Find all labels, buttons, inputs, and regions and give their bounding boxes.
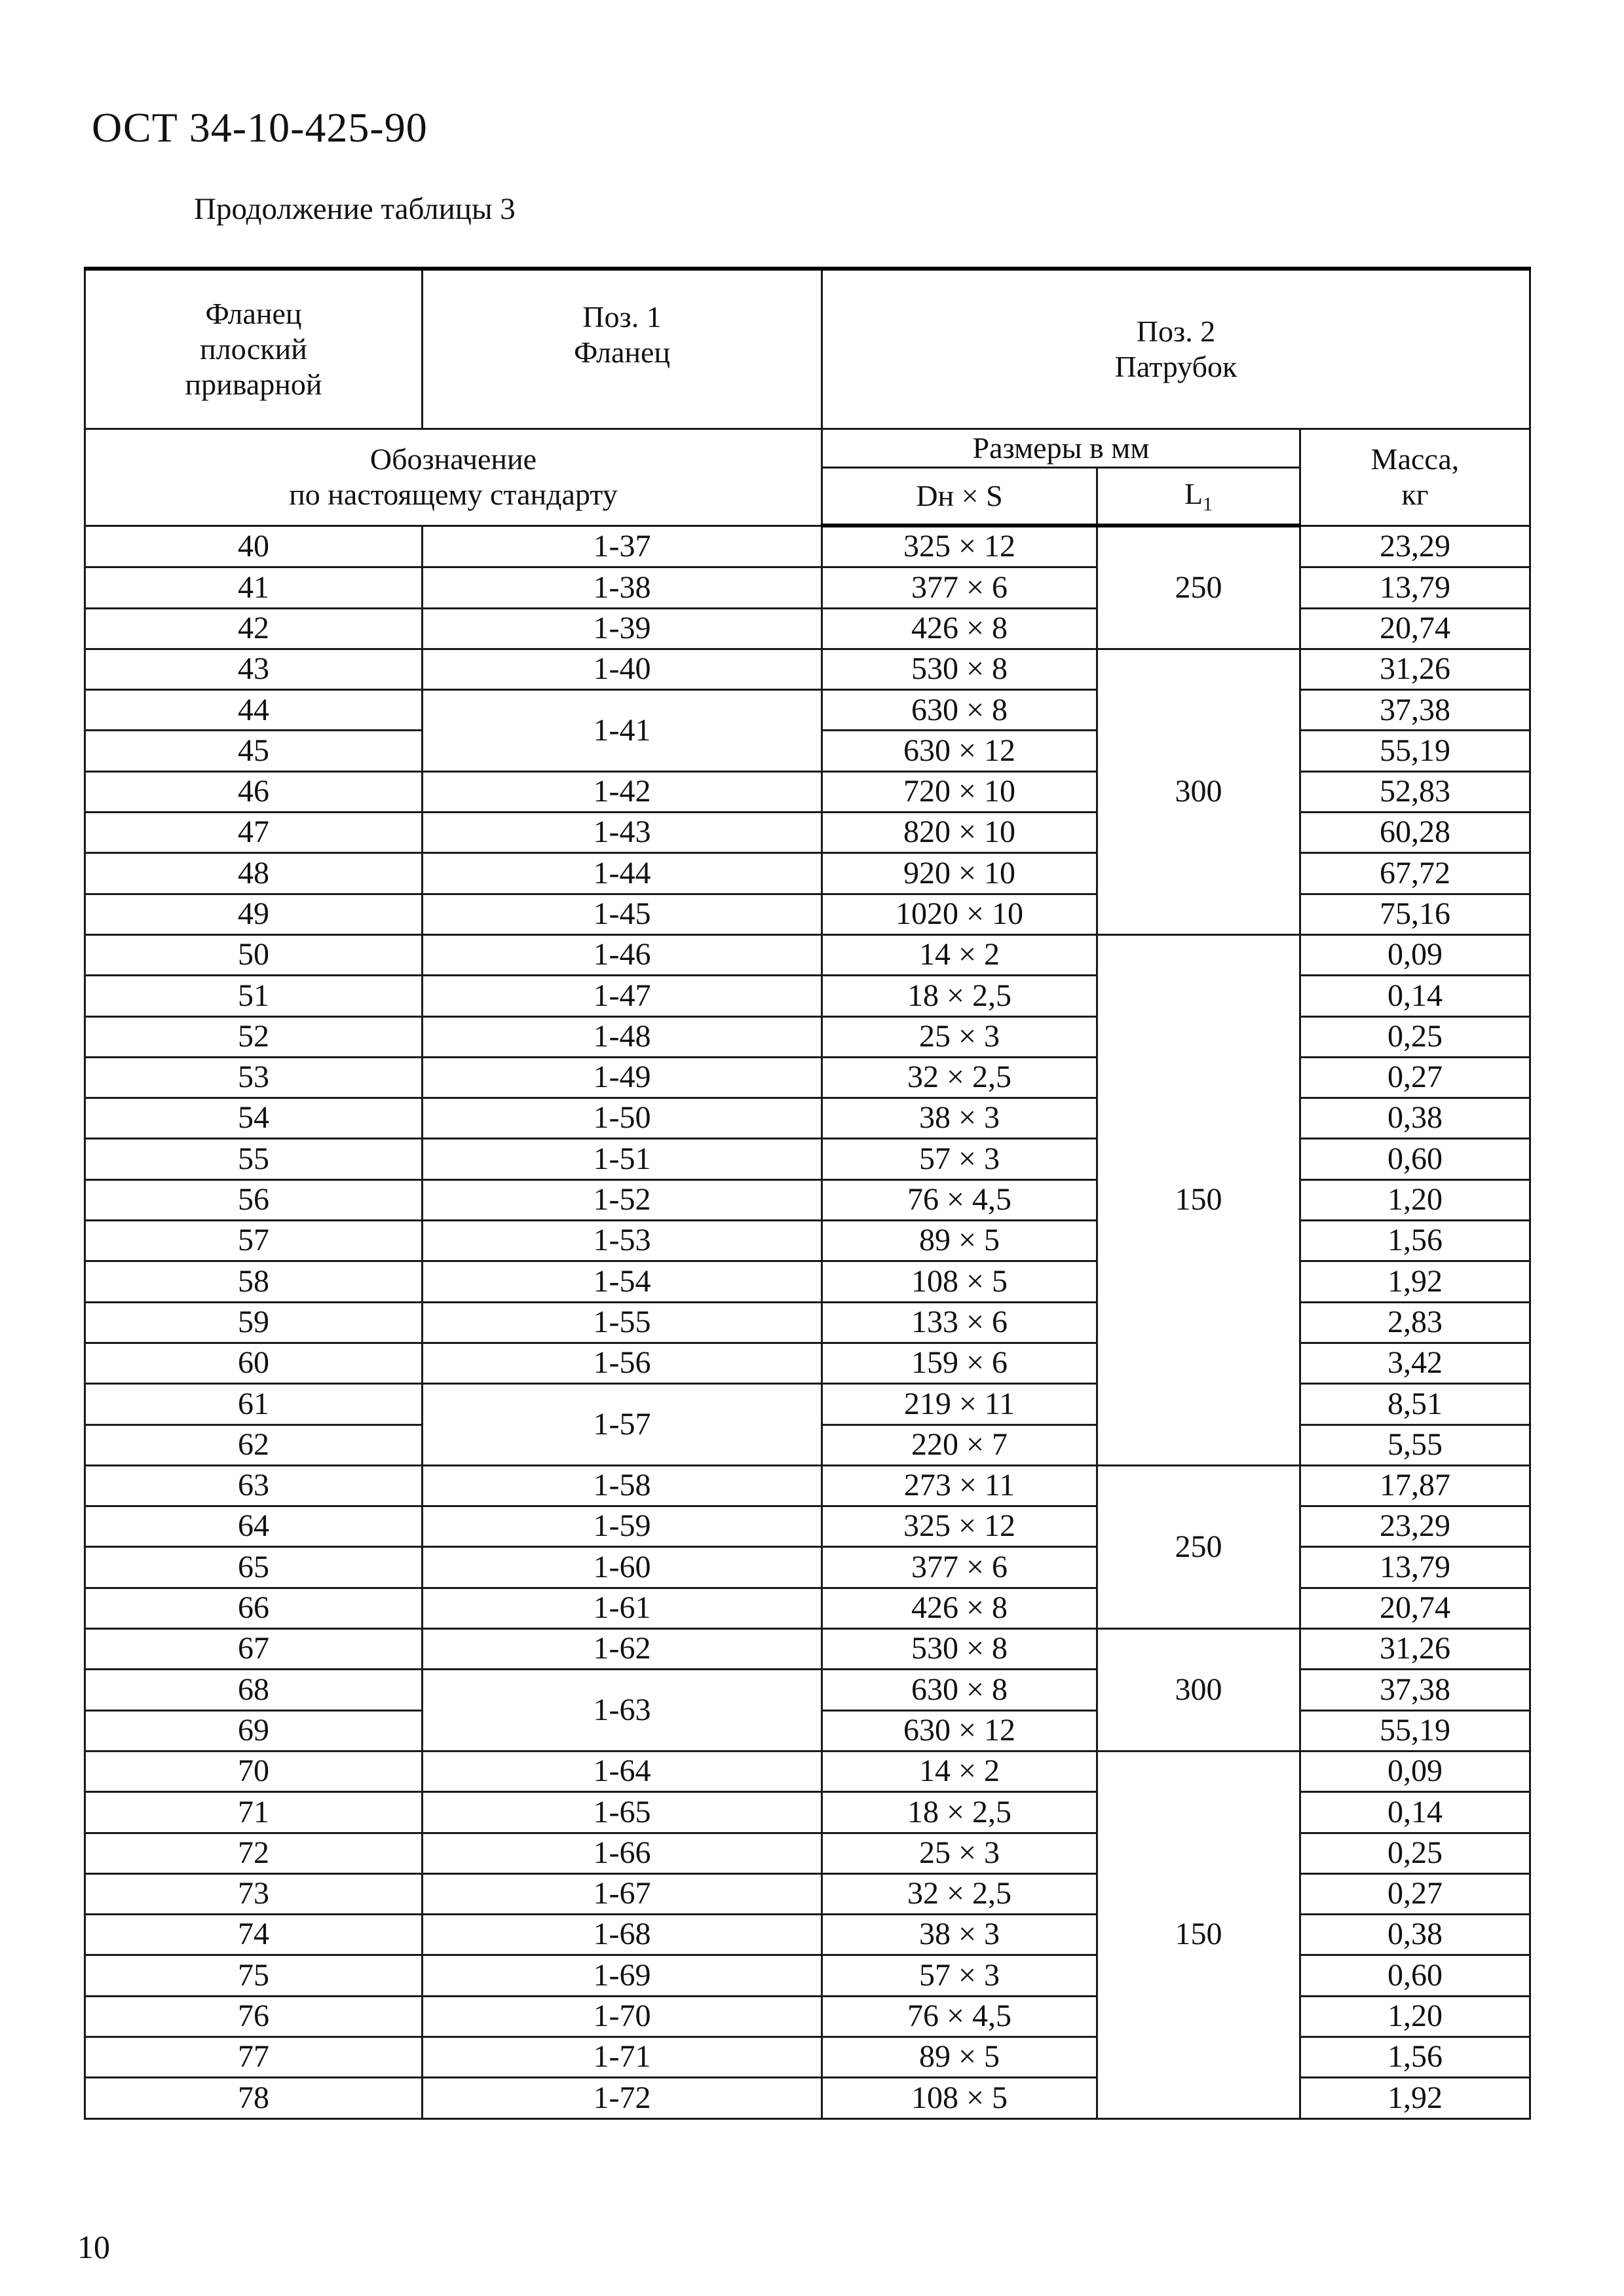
- pos1-designation: 1-71: [423, 2037, 822, 2077]
- row-number: 54: [85, 1098, 423, 1139]
- pipe-dn-s: 57 × 3: [822, 1955, 1097, 1996]
- mass-value: 1,92: [1300, 2078, 1530, 2118]
- table-row: [85, 1465, 1530, 1506]
- pipe-dn-s: 219 × 11: [822, 1384, 1097, 1425]
- pos1-designation: 1-66: [423, 1833, 822, 1873]
- header-dn-s: Dн × S: [822, 468, 1097, 526]
- pipe-dn-s: 820 × 10: [822, 813, 1097, 853]
- table-row: [85, 690, 1530, 731]
- table-row: [85, 2078, 1530, 2118]
- pos1-designation: 1-70: [423, 1996, 822, 2037]
- pipe-dn-s: 630 × 12: [822, 1710, 1097, 1751]
- pipe-l1: 150: [1097, 934, 1300, 1465]
- pos1-designation: 1-43: [423, 813, 822, 853]
- table-row: [85, 1016, 1530, 1057]
- row-number: 65: [85, 1547, 423, 1588]
- pipe-dn-s: 159 × 6: [822, 1343, 1097, 1383]
- table-caption: Продолжение таблицы 3: [194, 192, 516, 226]
- pos1-designation: 1-69: [423, 1955, 822, 1996]
- row-number: 56: [85, 1179, 423, 1220]
- header-mass: Масса, кг: [1300, 429, 1530, 526]
- pos1-designation: 1-61: [423, 1588, 822, 1628]
- pipe-dn-s: 18 × 2,5: [822, 976, 1097, 1016]
- mass-value: 1,20: [1300, 1996, 1530, 2037]
- pos1-designation: 1-67: [423, 1873, 822, 1914]
- row-number: 50: [85, 934, 423, 975]
- pipe-dn-s: 220 × 7: [822, 1425, 1097, 1465]
- mass-value: 23,29: [1300, 526, 1530, 567]
- pos1-designation: 1-64: [423, 1751, 822, 1791]
- pos1-designation: 1-54: [423, 1261, 822, 1302]
- mass-value: 0,60: [1300, 1139, 1530, 1179]
- pipe-l1: 300: [1097, 1629, 1300, 1751]
- mass-value: 0,09: [1300, 1751, 1530, 1791]
- table-row: [85, 1179, 1530, 1220]
- mass-value: 1,56: [1300, 1221, 1530, 1261]
- row-number: 55: [85, 1139, 423, 1179]
- row-number: 71: [85, 1792, 423, 1833]
- pos1-designation: 1-48: [423, 1016, 822, 1057]
- mass-value: 1,20: [1300, 1179, 1530, 1220]
- pos1-designation: 1-59: [423, 1506, 822, 1547]
- table-row: [85, 2037, 1530, 2077]
- mass-value: 67,72: [1300, 853, 1530, 894]
- table-row: [85, 1098, 1530, 1139]
- mass-value: 37,38: [1300, 690, 1530, 731]
- pipe-dn-s: 108 × 5: [822, 2078, 1097, 2118]
- mass-value: 0,25: [1300, 1833, 1530, 1873]
- pipe-dn-s: 18 × 2,5: [822, 1792, 1097, 1833]
- pipe-dn-s: 630 × 8: [822, 690, 1097, 731]
- table-row: [85, 1833, 1530, 1873]
- pipe-dn-s: 377 × 6: [822, 567, 1097, 608]
- mass-value: 8,51: [1300, 1384, 1530, 1425]
- row-number: 47: [85, 813, 423, 853]
- pipe-dn-s: 57 × 3: [822, 1139, 1097, 1179]
- table-row: [85, 1670, 1530, 1710]
- header-row-top: [85, 269, 1530, 429]
- row-number: 58: [85, 1261, 423, 1302]
- pipe-dn-s: 325 × 12: [822, 526, 1097, 567]
- row-number: 51: [85, 976, 423, 1016]
- table-row: [85, 1057, 1530, 1098]
- pipe-dn-s: 1020 × 10: [822, 894, 1097, 934]
- row-number: 45: [85, 731, 423, 771]
- pipe-dn-s: 38 × 3: [822, 1915, 1097, 1955]
- pos1-designation: 1-60: [423, 1547, 822, 1588]
- table-row: [85, 1139, 1530, 1179]
- row-number: 41: [85, 567, 423, 608]
- row-number: 64: [85, 1506, 423, 1547]
- pipe-dn-s: 89 × 5: [822, 2037, 1097, 2077]
- pos1-designation: 1-72: [423, 2078, 822, 2118]
- mass-value: 0,25: [1300, 1016, 1530, 1057]
- pipe-dn-s: 76 × 4,5: [822, 1179, 1097, 1220]
- row-number: 42: [85, 608, 423, 649]
- pipe-dn-s: 14 × 2: [822, 934, 1097, 975]
- pos1-designation: 1-55: [423, 1302, 822, 1343]
- mass-value: 0,60: [1300, 1955, 1530, 1996]
- pos1-designation: 1-47: [423, 976, 822, 1016]
- pipe-dn-s: 133 × 6: [822, 1302, 1097, 1343]
- mass-value: 0,14: [1300, 976, 1530, 1016]
- table-row: [85, 771, 1530, 812]
- pipe-dn-s: 325 × 12: [822, 1506, 1097, 1547]
- row-number: 72: [85, 1833, 423, 1873]
- table-row: [85, 1547, 1530, 1588]
- mass-value: 75,16: [1300, 894, 1530, 934]
- row-number: 48: [85, 853, 423, 894]
- pipe-dn-s: 76 × 4,5: [822, 1996, 1097, 2037]
- table-row: [85, 608, 1530, 649]
- mass-value: 0,27: [1300, 1057, 1530, 1098]
- pipe-dn-s: 32 × 2,5: [822, 1057, 1097, 1098]
- row-number: 62: [85, 1425, 423, 1465]
- table-row: [85, 567, 1530, 608]
- mass-value: 31,26: [1300, 1629, 1530, 1670]
- pipe-l1: 300: [1097, 649, 1300, 934]
- header-pos1: Поз. 1 Фланец: [423, 269, 822, 429]
- pos1-designation: 1-58: [423, 1465, 822, 1506]
- row-number: 67: [85, 1629, 423, 1670]
- table-row: [85, 1506, 1530, 1547]
- pipe-dn-s: 377 × 6: [822, 1547, 1097, 1588]
- row-number: 66: [85, 1588, 423, 1628]
- document-code: ОСТ 34-10-425-90: [92, 104, 428, 151]
- pipe-l1: 250: [1097, 1465, 1300, 1628]
- row-number: 46: [85, 771, 423, 812]
- mass-value: 20,74: [1300, 1588, 1530, 1628]
- page-number: 10: [77, 2229, 110, 2265]
- header-sizes: Размеры в мм: [822, 429, 1300, 468]
- row-number: 52: [85, 1016, 423, 1057]
- pos1-designation: 1-40: [423, 649, 822, 689]
- row-number: 60: [85, 1343, 423, 1383]
- mass-value: 0,38: [1300, 1915, 1530, 1955]
- table-row: [85, 1343, 1530, 1383]
- pipe-dn-s: 108 × 5: [822, 1261, 1097, 1302]
- row-number: 73: [85, 1873, 423, 1914]
- pipe-l1: 250: [1097, 526, 1300, 649]
- pos1-designation: 1-37: [423, 526, 822, 567]
- mass-value: 1,92: [1300, 1261, 1530, 1302]
- pos1-designation: 1-51: [423, 1139, 822, 1179]
- table-row: [85, 1873, 1530, 1914]
- table-row: [85, 1792, 1530, 1833]
- pos1-designation: 1-50: [423, 1098, 822, 1139]
- row-number: 63: [85, 1465, 423, 1506]
- row-number: 77: [85, 2037, 423, 2077]
- header-designation: Обозначение по настоящему стандарту: [85, 429, 822, 526]
- row-number: 70: [85, 1751, 423, 1791]
- pipe-dn-s: 530 × 8: [822, 1629, 1097, 1670]
- row-number: 68: [85, 1670, 423, 1710]
- pipe-dn-s: 14 × 2: [822, 1751, 1097, 1791]
- mass-value: 20,74: [1300, 608, 1530, 649]
- mass-value: 52,83: [1300, 771, 1530, 812]
- row-number: 78: [85, 2078, 423, 2118]
- pipe-dn-s: 25 × 3: [822, 1016, 1097, 1057]
- mass-value: 0,27: [1300, 1873, 1530, 1914]
- row-number: 57: [85, 1221, 423, 1261]
- pos1-designation: 1-52: [423, 1179, 822, 1220]
- header-flange-type: Фланец плоский приварной: [85, 269, 423, 429]
- mass-value: 13,79: [1300, 567, 1530, 608]
- pos1-designation: 1-57: [423, 1384, 822, 1466]
- pos1-designation: 1-68: [423, 1915, 822, 1955]
- mass-value: 55,19: [1300, 731, 1530, 771]
- mass-value: 60,28: [1300, 813, 1530, 853]
- mass-value: 0,38: [1300, 1098, 1530, 1139]
- pos1-designation: 1-53: [423, 1221, 822, 1261]
- table-row: [85, 526, 1530, 567]
- table-row: [85, 1955, 1530, 1996]
- pipe-dn-s: 32 × 2,5: [822, 1873, 1097, 1914]
- row-number: 49: [85, 894, 423, 934]
- header-row-sizes: [85, 429, 1530, 468]
- pos1-designation: 1-39: [423, 608, 822, 649]
- row-number: 43: [85, 649, 423, 689]
- table-row: [85, 813, 1530, 853]
- mass-value: 2,83: [1300, 1302, 1530, 1343]
- mass-value: 23,29: [1300, 1506, 1530, 1547]
- row-number: 59: [85, 1302, 423, 1343]
- mass-value: 0,09: [1300, 934, 1530, 975]
- mass-value: 5,55: [1300, 1425, 1530, 1465]
- mass-value: 13,79: [1300, 1547, 1530, 1588]
- pos1-designation: 1-65: [423, 1792, 822, 1833]
- pos1-designation: 1-56: [423, 1343, 822, 1383]
- mass-value: 55,19: [1300, 1710, 1530, 1751]
- pos1-designation: 1-62: [423, 1629, 822, 1670]
- row-number: 44: [85, 690, 423, 731]
- mass-value: 0,14: [1300, 1792, 1530, 1833]
- mass-value: 1,56: [1300, 2037, 1530, 2077]
- row-number: 74: [85, 1915, 423, 1955]
- pipe-dn-s: 38 × 3: [822, 1098, 1097, 1139]
- pipe-dn-s: 426 × 8: [822, 608, 1097, 649]
- table-row: [85, 1996, 1530, 2037]
- pipe-dn-s: 920 × 10: [822, 853, 1097, 894]
- pipe-dn-s: 630 × 8: [822, 1670, 1097, 1710]
- pipe-l1: 150: [1097, 1751, 1300, 2118]
- row-number: 61: [85, 1384, 423, 1425]
- table-row: [85, 1221, 1530, 1261]
- table-row: [85, 1302, 1530, 1343]
- pos1-designation: 1-49: [423, 1057, 822, 1098]
- table-row: [85, 934, 1530, 975]
- pipe-dn-s: 630 × 12: [822, 731, 1097, 771]
- row-number: 53: [85, 1057, 423, 1098]
- table-row: [85, 1915, 1530, 1955]
- pipe-dn-s: 273 × 11: [822, 1465, 1097, 1506]
- table-row: [85, 1751, 1530, 1791]
- pipe-dn-s: 89 × 5: [822, 1221, 1097, 1261]
- mass-value: 3,42: [1300, 1343, 1530, 1383]
- pos1-designation: 1-42: [423, 771, 822, 812]
- mass-value: 31,26: [1300, 649, 1530, 689]
- pipe-dn-s: 426 × 8: [822, 1588, 1097, 1628]
- pipe-dn-s: 530 × 8: [822, 649, 1097, 689]
- pos1-designation: 1-46: [423, 934, 822, 975]
- pos1-designation: 1-44: [423, 853, 822, 894]
- table-row: [85, 1629, 1530, 1670]
- row-number: 76: [85, 1996, 423, 2037]
- pipe-dn-s: 720 × 10: [822, 771, 1097, 812]
- data-table: [84, 267, 1531, 2120]
- pipe-dn-s: 25 × 3: [822, 1833, 1097, 1873]
- pos1-designation: 1-38: [423, 567, 822, 608]
- table-row: [85, 853, 1530, 894]
- table-row: [85, 1588, 1530, 1628]
- header-l1: $L_1$: [1097, 468, 1300, 526]
- pos1-designation: 1-63: [423, 1670, 822, 1751]
- table-row: [85, 1384, 1530, 1425]
- table-row: [85, 649, 1530, 689]
- row-number: 40: [85, 526, 423, 567]
- pos1-designation: 1-41: [423, 690, 822, 772]
- table-row: [85, 894, 1530, 934]
- mass-value: 37,38: [1300, 1670, 1530, 1710]
- row-number: 69: [85, 1710, 423, 1751]
- mass-value: 17,87: [1300, 1465, 1530, 1506]
- header-pos2: Поз. 2 Патрубок: [822, 269, 1530, 429]
- row-number: 75: [85, 1955, 423, 1996]
- table-row: [85, 1261, 1530, 1302]
- table-row: [85, 976, 1530, 1016]
- pos1-designation: 1-45: [423, 894, 822, 934]
